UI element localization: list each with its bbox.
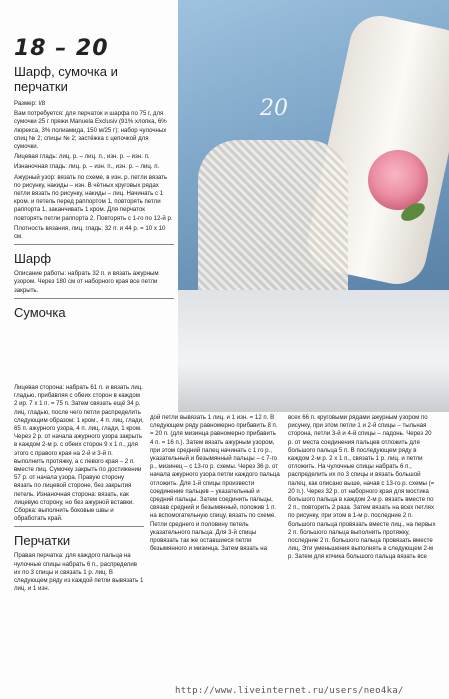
- bag-text: Лицевая сторона: набрать 61 п. и вязать лиц. гладью, прибавляя с обеих сторон в каждом 2 ир. 7 х 1 п. = 75 п. Затем связать ещё 34 р. лиц. гладью, после чего петли распределить следующим образом: 1 кром., 4 п. лиц. глади, 65 п. ажурного узора, 4 п. лиц. глади, 1 кром. Через 2 р. от начала ажурного узора закрыть в каждом 2-м р. с обеих сторон 9 х 1 п., для этого с правого края на 2-й и 3-й п. выполнить протяжку, а с левого края – 2 п. вместе лиц. Сумочку закрыть по достижении 57 р. от начала узора. Правую сторону вязать по лицевой стороне, без закрытия петель. Изнаночная сторона: вязать, как лицевую сторону, но без ажурной вставки. Сборка: выполнить боковые швы и обработать край.: [14, 384, 144, 523]
- scarf-title: Шарф: [14, 251, 52, 267]
- gloves-title: Перчатки: [14, 533, 71, 549]
- stitch-reverse: Изнаночная гладь: лиц. р. – изн. п., изн. р. – лиц. п.: [14, 163, 160, 171]
- divider: [14, 298, 174, 299]
- intro-column: [14, 100, 174, 324]
- white-cloth: [178, 290, 449, 412]
- stitch-stockinette: Лицевая гладь: лиц. р. – лиц. п., изн. р. – изн. п.: [14, 153, 150, 161]
- text-column-1: [14, 384, 144, 593]
- pattern-title: Шарф, сумочка и перчатки: [14, 64, 118, 94]
- size-line: Размер: I/8: [14, 100, 46, 107]
- stitch-lace: Ажурный узор: вязать по схеме, в изн. р. петли вязать по рисунку, накиды – изн. В чётных круговых рядах петли вязать по рисунку, накиды – лиц. Начинать с 1 кром. и петель перед раппортом 1, повторять петли раппорта 1, заканчивать 1 кром. Для перчаток повторять петли раппорта 2. Повторять с 1-го по 12-й р.: [14, 173, 173, 222]
- source-url: http://www.liveinternet.ru/users/neo4ka/: [175, 686, 404, 696]
- gloves-text: Правая перчатка: для каждого пальца на чулочные спицы набрать 6 п., распределив их по 3 спицы и связать 1 р. лиц. В следующем ряду из каждой петли вывязать 1 лиц. и 1 изн.: [14, 552, 144, 593]
- divider: [14, 526, 144, 527]
- pattern-number: 18 – 20: [14, 36, 109, 61]
- bag-title: Сумочка: [14, 304, 66, 320]
- scarf-text: Описание работы: набрать 32 п. и вязать ажурным узором. Через 180 см от наборного края все петли закрыть.: [14, 270, 159, 294]
- text-column-3: [288, 414, 436, 562]
- gloves-photo: [178, 0, 449, 412]
- materials-text: Вам потребуется: для перчаток и шарфа по 75 г, для сумочки 25 г пряжи Manuela Exclusiv (91% хлопка, 6% люрекса, 3% полиамида, 150 м/25 г); набор чулочных спиц № 2; спицы № 2; застёжка с цепочкой для сумочки.: [14, 110, 167, 151]
- divider: [14, 244, 174, 245]
- text-column-2: [150, 414, 280, 553]
- density-text: Плотность вязания, лиц. гладь: 32 п. и 44 р. = 10 х 10 см.: [14, 224, 166, 241]
- gloves-continued-text-2: всех 66 п. круговыми рядами ажурным узором по рисунку, при этом петли 1 и 2-й спицы – тыльная сторона, петли 3-й и 4-й спицы – ладонь. Через 20 р. от места соединения пальцев отложить для большого пальца 5 п. В последующем ряду в каждом 2-м р. 2 х 1 п., связать 1 р. лиц. и петли отложить. На чулочные спицы набрать 6 п., распределить их по 3 спицы и вязать большой палец, как описано выше, начав с 13-го р. схемы (= 20 п.). Через 32 р. от наборного края для мостика большого пальца в каждом 2-м р. вязать вместе по 2 п., повторить 2 раза. Затем вязать на всех петлях по рисунку, при этом в 1-м р. последние 2 п. большого пальца провязать вместе лиц., на первых 2 п. большого пальца выполнить протяжку, последние 2 п. большого пальца провязать вместе лиц. Эти уменьшения выполнять в следующем 2-м р. Затем для кпчика большого пальца вязать все: [288, 414, 436, 561]
- pink-rose: [368, 150, 428, 210]
- photo-label: 20: [260, 96, 288, 121]
- gloves-continued-text: дой петли вывязать 1 лиц. и 1 изн. = 12 п. В следующем ряду равномерно прибавить 8 п. = 20 п. (для мизинца равномерно прибавить 4 п. = 16 п.). Затем вязать ажурным узором, при этом средний палец начинать с 1 го р., указательный и безымянный пальцы – с 7-го р., мизинец – с 13-го р. схемы. Через 36 р. от начала ажурного узора петли каждого пальца отложить. Для 1-й спицы произвести соединение пальцев – указательный и средний пальцы. Затем соединить пальцы, связав средний и безымянный, положив 1 п. на вспомогательную спицу, вязать по схеме. Петли среднего и половину петель указательного пальца. Для 3-й спицы провязать так же оставшиеся петли безымянного и мизинца. Затем вязать на: [150, 414, 280, 553]
